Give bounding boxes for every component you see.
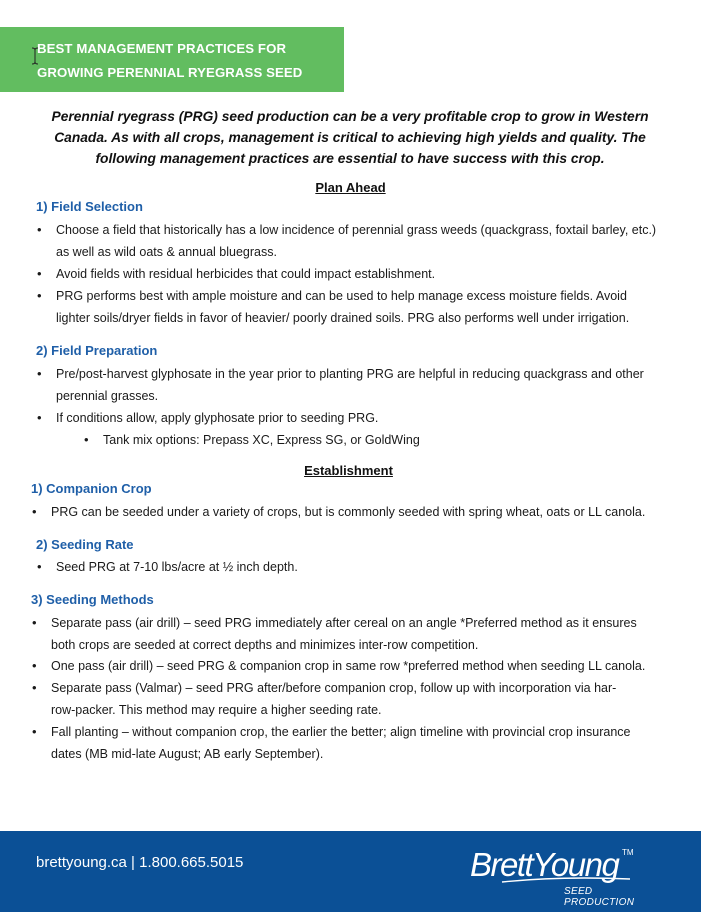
list-item-text: as well as wild oats & annual bluegrass. (56, 245, 277, 259)
bullet-icon: • (37, 559, 42, 574)
list-item-text: dates (MB mid-late August; AB early September). (51, 747, 324, 761)
bullet-icon: • (32, 615, 37, 630)
list-item (37, 263, 436, 285)
bullet-icon: • (37, 266, 42, 281)
section-heading-establishment: Establishment (304, 463, 393, 478)
subheading-seeding-methods: 3) Seeding Methods (31, 592, 154, 607)
list-item-text: PRG performs best with ample moisture and can be used to help manage excess moisture fields. Avoid (56, 289, 627, 303)
list-item-text: lighter soils/dryer fields in favor of heavier/ poorly drained soils. PRG also performs well under irrigation. (56, 311, 630, 325)
brettyoung-logo (470, 846, 660, 908)
list-item-text: Separate pass (air drill) – seed PRG immediately after cereal on an angle *Preferred method as it ensures (51, 616, 637, 630)
subheading-field-preparation: 2) Field Preparation (36, 343, 158, 358)
bullet-icon: • (84, 432, 89, 447)
list-item (37, 285, 630, 329)
list-item (37, 556, 298, 578)
bullet-icon: • (32, 724, 37, 739)
list-item (37, 407, 379, 429)
list-item (37, 219, 657, 263)
list-item-text: PRG can be seeded under a variety of crops, but is commonly seeded with spring wheat, oats or LL canola. (51, 505, 646, 519)
logo-swoosh-icon (500, 876, 632, 884)
list-item-text: perennial grasses. (56, 389, 159, 403)
bullet-icon: • (32, 658, 37, 673)
list-item-text: Fall planting – without companion crop, the earlier the better; align timeline with provincial crop insurance (51, 725, 631, 739)
list-item-text: Separate pass (Valmar) – seed PRG after/before companion crop, follow up with incorporation via har- (51, 681, 617, 695)
logo-subtitle: SEED PRODUCTION (564, 886, 635, 908)
list-item-text: If conditions allow, apply glyphosate prior to seeding PRG. (56, 411, 379, 425)
title-line-1: BEST MANAGEMENT PRACTICES FOR (37, 41, 287, 56)
intro-paragraph: Perennial ryegrass (PRG) seed production can be a very profitable crop to grow in Western Canada. As with all crops, management is critical to achieving high yields and quality. The following management practices are essential to have success with this crop. (51, 109, 649, 166)
logo-wordmark: BrettYoung (470, 846, 619, 883)
list-item (32, 612, 637, 656)
list-item-text: row-packer. This method may require a higher seeding rate. (51, 703, 382, 717)
list-item (32, 721, 631, 765)
list-item-text: Seed PRG at 7-10 lbs/acre at ½ inch depth. (56, 560, 298, 574)
logo-trademark: TM (622, 848, 634, 857)
bullet-icon: • (32, 504, 37, 519)
list-item-text: Tank mix options: Prepass XC, Express SG, or GoldWing (103, 433, 420, 447)
list-item (84, 429, 420, 451)
bullet-icon: • (37, 222, 42, 237)
document-title (37, 37, 337, 85)
list-item (32, 655, 646, 677)
list-item (37, 363, 644, 407)
bullet-icon: • (37, 366, 42, 381)
list-item-text: Avoid fields with residual herbicides that could impact establishment. (56, 267, 436, 281)
bullet-icon: • (32, 680, 37, 695)
footer-contact[interactable]: brettyoung.ca | 1.800.665.5015 (36, 854, 244, 871)
subheading-seeding-rate: 2) Seeding Rate (36, 537, 134, 552)
list-item-text: Pre/post-harvest glyphosate in the year prior to planting PRG are helpful in reducing quackgrass and other (56, 367, 644, 381)
text-cursor-icon (31, 47, 39, 65)
list-item-text: both crops are seeded at correct depths and minimizes inter-row competition. (51, 638, 479, 652)
list-item (32, 501, 646, 523)
subheading-field-selection: 1) Field Selection (36, 199, 143, 214)
bullet-icon: • (37, 288, 42, 303)
subheading-companion-crop: 1) Companion Crop (31, 481, 152, 496)
title-line-2: GROWING PERENNIAL RYEGRASS SEED (37, 65, 303, 80)
list-item-text: One pass (air drill) – seed PRG & companion crop in same row *preferred method when seeding LL canola. (51, 659, 646, 673)
section-heading-plan-ahead: Plan Ahead (315, 180, 386, 195)
list-item-text: Choose a field that historically has a low incidence of perennial grass weeds (quackgrass, foxtail barley, etc.) (56, 223, 657, 237)
list-item (32, 677, 617, 721)
bullet-icon: • (37, 410, 42, 425)
